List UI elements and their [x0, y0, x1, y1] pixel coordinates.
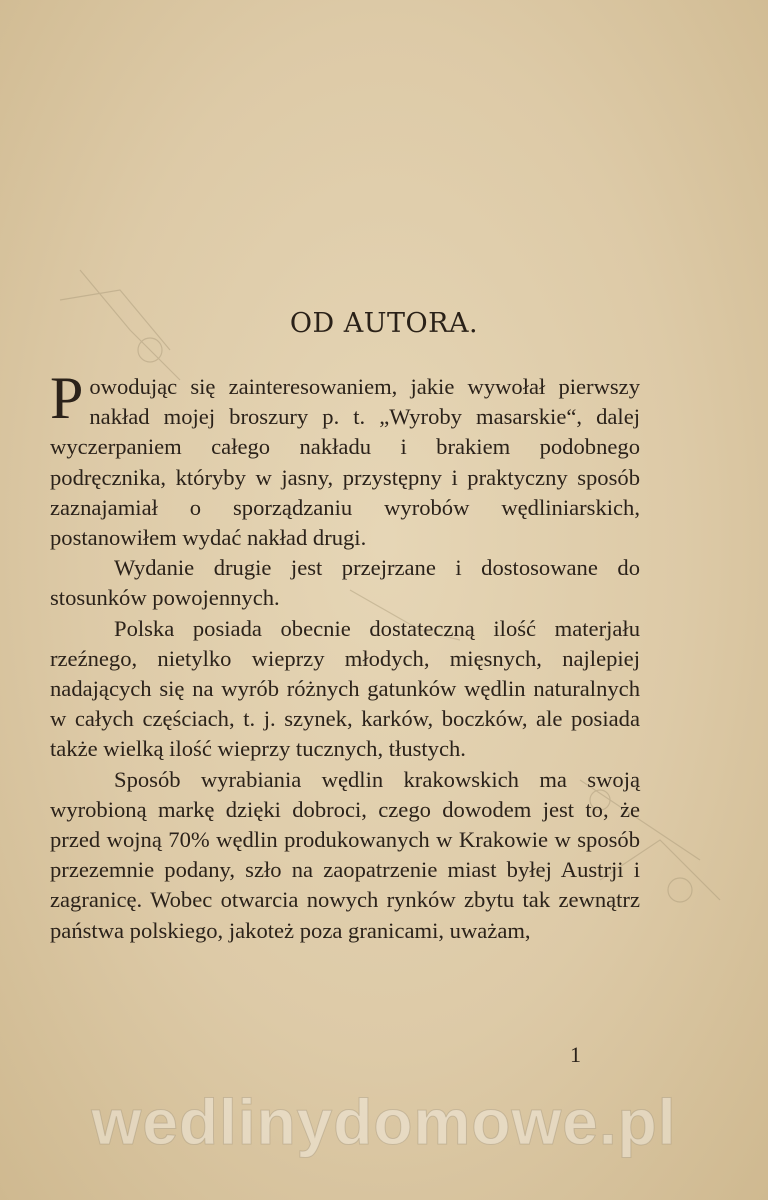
- paragraph-1: [50, 365, 640, 553]
- paragraph-4: Sposób wyrabiania wędlin krakowskich ma swoją wyrobioną markę dzięki dobroci, czego dowodem jest to, że przed wojną 70% wędlin produkowanych w Krakowie w sposób przezemnie podany, szło na zaopatrzenie miast byłej Austrji i zagranicę. Wobec otwarcia nowych rynków zbytu tak zewnątrz państwa polskiego, jakoteż poza granicami, uważam,: [50, 766, 640, 943]
- chapter-heading: OD AUTORA.: [289, 308, 479, 339]
- drop-cap: P: [50, 365, 84, 431]
- paragraph-1-text: owodując się zainteresowaniem, jakie wywołał pierwszy nakład mojej broszury p. t. „Wyroby masarskie“, dalej wyczerpaniem całego nakładu i brakiem podobnego podręcznika, któryby w jasny, przystępny i praktyczny sposób zaznajamiał o sporządzaniu wyrobów wędliniarskich, postanowiłem wydać nakład drugi.: [50, 374, 640, 551]
- watermark-logo: wedlinydomowe.pl: [91, 1086, 677, 1158]
- paragraph-2: Wydanie drugie jest przejrzane i dostosowane do stosunków powojennych.: [50, 555, 640, 611]
- page-number: 1: [570, 1042, 581, 1067]
- body-text: [50, 365, 640, 946]
- paragraph-3: Polska posiada obecnie dostateczną ilość materjału rzeźnego, nietylko wieprzy młodych, mięsnych, najlepiej nadających się na wyrób różnych gatunków wędlin naturalnych w całych częściach, t. j. szynek, karków, boczków, ale posiada także wielką ilość wieprzy tucznych, tłustych.: [50, 615, 640, 762]
